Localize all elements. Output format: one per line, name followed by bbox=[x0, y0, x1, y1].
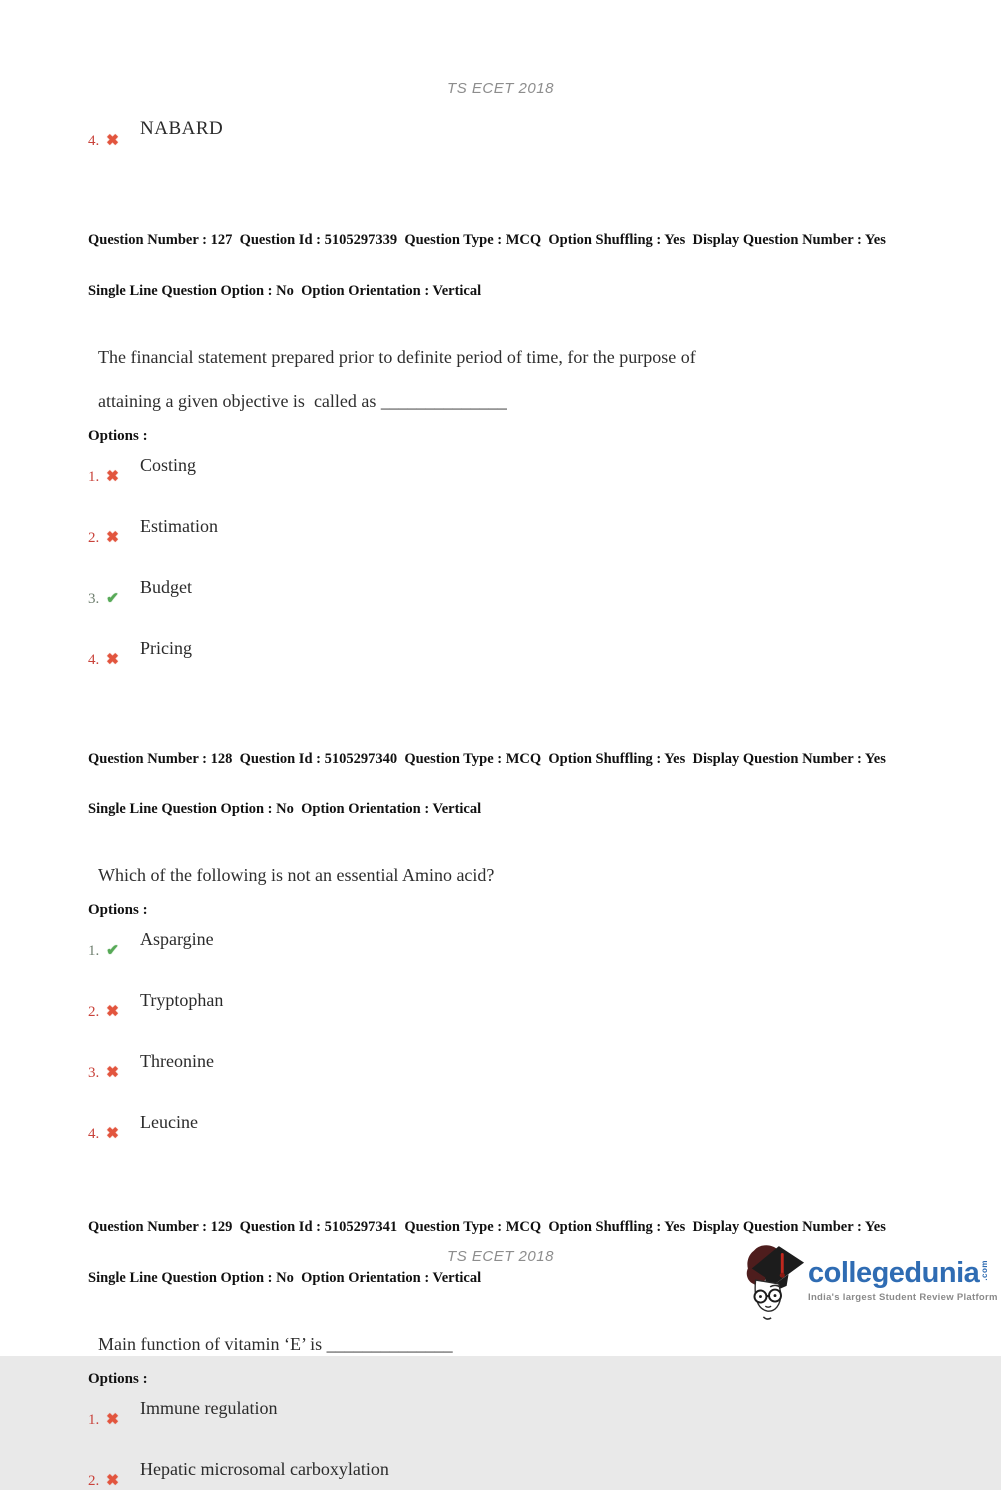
option-leading bbox=[88, 1065, 132, 1082]
option-row bbox=[88, 1049, 1001, 1082]
option-leading bbox=[88, 652, 132, 669]
option-label: Pricing bbox=[140, 637, 192, 658]
question-meta-line2: Single Line Question Option : No Option Orientation : Vertical bbox=[88, 1270, 482, 1287]
question-text-line1: The financial statement prepared prior to definite period of time, for the purpose of bbox=[98, 346, 696, 367]
option-label: NABARD bbox=[140, 118, 224, 139]
option-number: 1. bbox=[88, 1411, 100, 1428]
question-meta-line1: Question Number : 129 Question Id : 5105297341 Question Type : MCQ Option Shuffling : Yes Display Question Number : Yes bbox=[88, 1219, 886, 1236]
option-number: 2. bbox=[88, 1472, 100, 1489]
collegedunia-logo bbox=[744, 1240, 998, 1324]
option-label: Hepatic microsomal carboxylation bbox=[140, 1458, 389, 1479]
option-row bbox=[88, 636, 1001, 669]
option-row bbox=[88, 514, 1001, 547]
option-row bbox=[88, 1457, 1001, 1490]
option-row bbox=[88, 453, 1001, 486]
option-row bbox=[88, 117, 1001, 150]
cross-icon: ✖ bbox=[106, 1126, 119, 1143]
option-label: Immune regulation bbox=[140, 1397, 278, 1418]
option-leading bbox=[88, 1473, 132, 1490]
option-row bbox=[88, 1110, 1001, 1143]
option-label: Budget bbox=[140, 576, 192, 597]
question-meta-line1: Question Number : 127 Question Id : 5105297339 Question Type : MCQ Option Shuffling : Yes Display Question Number : Yes bbox=[88, 231, 886, 248]
option-leading bbox=[88, 469, 132, 486]
cross-icon: ✖ bbox=[106, 1004, 119, 1021]
option-label: Tryptophan bbox=[140, 990, 224, 1011]
cross-icon: ✖ bbox=[106, 529, 119, 546]
option-leading bbox=[88, 530, 132, 547]
question-block-128 bbox=[0, 717, 1001, 1144]
option-label: Threonine bbox=[140, 1051, 214, 1072]
question-block-129 bbox=[0, 1185, 1001, 1490]
cross-icon: ✖ bbox=[106, 1411, 119, 1428]
option-label: Aspargine bbox=[140, 929, 214, 950]
question-block-127 bbox=[0, 198, 1001, 669]
question-meta bbox=[88, 717, 921, 853]
option-row bbox=[88, 575, 1001, 608]
option-number: 1. bbox=[88, 943, 100, 960]
option-number: 2. bbox=[88, 1004, 100, 1021]
question-text-line1: Main function of vitamin ‘E’ is ______________ bbox=[98, 1333, 453, 1354]
option-label: Estimation bbox=[140, 515, 218, 536]
cross-icon: ✖ bbox=[106, 1065, 119, 1082]
options-heading: Options : bbox=[88, 1370, 148, 1387]
option-number: 3. bbox=[88, 590, 100, 607]
option-row bbox=[88, 927, 1001, 960]
logo-brand-text: collegedunia bbox=[808, 1257, 980, 1289]
collegedunia-mascot-icon bbox=[744, 1240, 806, 1324]
option-label: Costing bbox=[140, 454, 197, 475]
option-label: Leucine bbox=[140, 1112, 198, 1133]
question-text-line2: attaining a given objective is called as ______________ bbox=[98, 390, 507, 411]
page-header-title: TS ECET 2018 bbox=[447, 80, 554, 97]
option-leading bbox=[88, 591, 132, 608]
option-leading bbox=[88, 1412, 132, 1429]
logo-text-column bbox=[808, 1258, 998, 1303]
option-number: 4. bbox=[88, 1126, 100, 1143]
option-number: 1. bbox=[88, 468, 100, 485]
question-meta bbox=[88, 198, 921, 334]
check-icon: ✔ bbox=[106, 590, 119, 607]
cross-icon: ✖ bbox=[106, 651, 119, 668]
cross-icon: ✖ bbox=[106, 468, 119, 485]
question-text-line1: Which of the following is not an essential Amino acid? bbox=[98, 865, 495, 886]
option-number: 2. bbox=[88, 529, 100, 546]
logo-tagline: India's largest Student Review Platform bbox=[808, 1292, 998, 1303]
option-number: 3. bbox=[88, 1065, 100, 1082]
option-leading bbox=[88, 943, 132, 960]
cross-icon: ✖ bbox=[106, 1472, 119, 1489]
question-meta-line2: Single Line Question Option : No Option Orientation : Vertical bbox=[88, 801, 482, 818]
option-row bbox=[88, 988, 1001, 1021]
cross-icon: ✖ bbox=[106, 133, 119, 149]
option-number: 4. bbox=[88, 651, 100, 668]
options-heading: Options : bbox=[88, 427, 148, 444]
option-number: 4. bbox=[88, 133, 100, 149]
option-leading bbox=[88, 1126, 132, 1143]
option-leading bbox=[88, 1004, 132, 1021]
question-meta-line2: Single Line Question Option : No Option Orientation : Vertical bbox=[88, 282, 482, 299]
logo-tld-text: .com bbox=[980, 1260, 990, 1281]
option-row bbox=[88, 1396, 1001, 1429]
option-leading bbox=[88, 133, 132, 150]
question-meta-line1: Question Number : 128 Question Id : 5105297340 Question Type : MCQ Option Shuffling : Yes Display Question Number : Yes bbox=[88, 750, 886, 767]
check-icon: ✔ bbox=[106, 943, 119, 960]
page-footer-title: TS ECET 2018 bbox=[447, 1248, 554, 1265]
options-heading: Options : bbox=[88, 902, 148, 919]
